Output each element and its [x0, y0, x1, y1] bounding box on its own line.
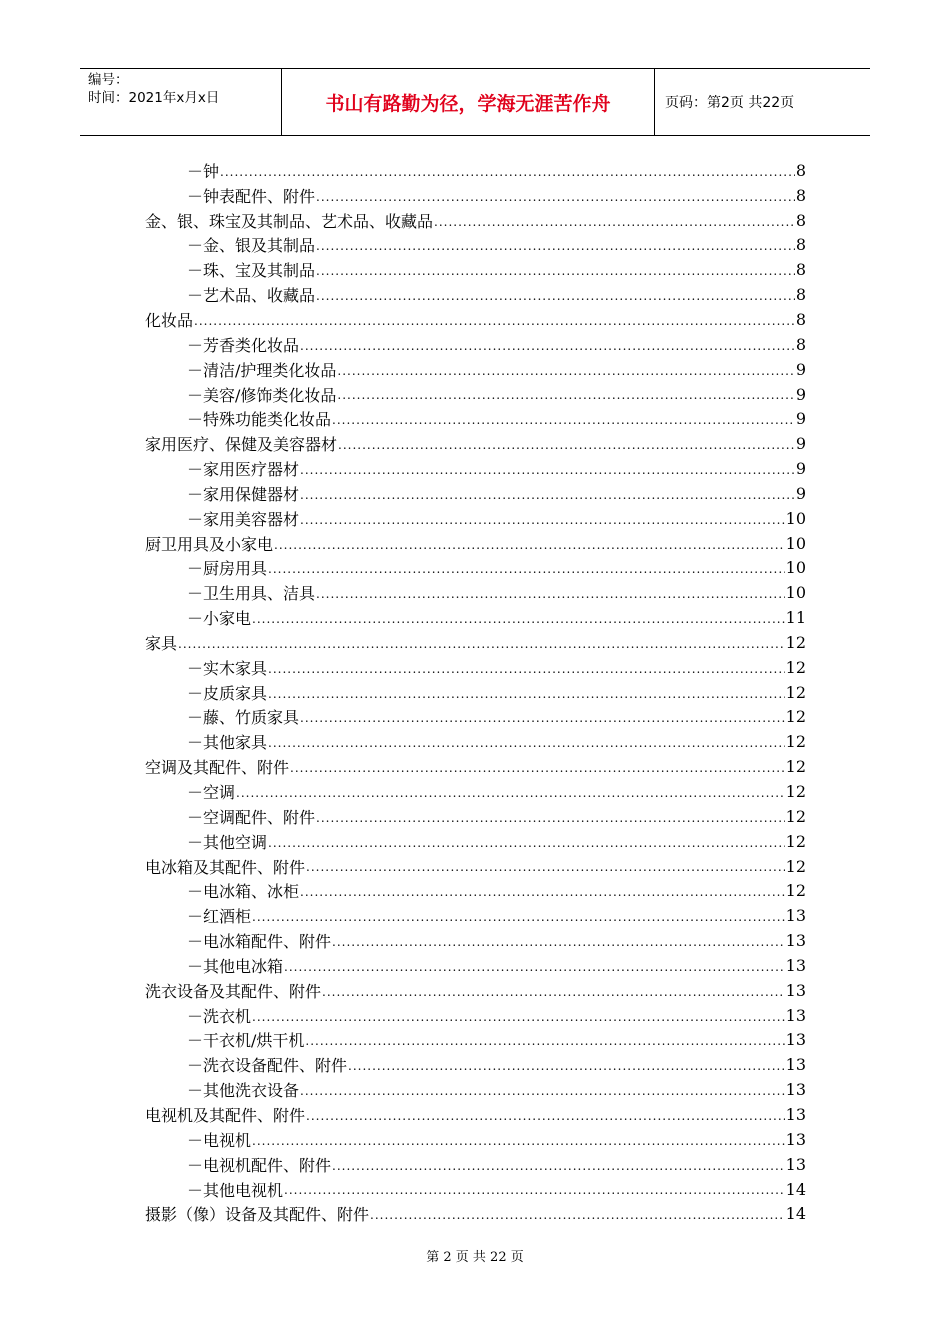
- toc-subentry[interactable]: [145, 556, 806, 581]
- toc-entry-label: 洗衣设备及其配件、附件: [145, 981, 322, 1001]
- toc-entry-label: －电视机配件、附件: [187, 1155, 332, 1175]
- toc-entry-label: 电冰箱及其配件、附件: [145, 857, 306, 877]
- toc-subentry[interactable]: [145, 1003, 806, 1028]
- toc-entry-label: －小家电: [187, 609, 252, 629]
- toc-subentry[interactable]: [145, 282, 806, 307]
- toc-leader-dots: [300, 712, 785, 729]
- toc-subentry[interactable]: [145, 953, 806, 978]
- toc-subentry[interactable]: [145, 1127, 806, 1152]
- toc-page-number: 12: [785, 707, 806, 727]
- toc-leader-dots: [305, 1035, 784, 1052]
- toc-entry-label: －珠、宝及其制品: [187, 261, 316, 281]
- toc-leader-dots: [316, 588, 785, 605]
- toc-leader-dots: [284, 961, 785, 978]
- toc-entry-label: －家用保健器材: [187, 484, 300, 504]
- toc-entry-label: 厨卫用具及小家电: [145, 534, 274, 554]
- toc-leader-dots: [220, 166, 795, 183]
- toc-entry[interactable]: [145, 1102, 806, 1127]
- toc-page-number: 12: [785, 831, 806, 851]
- toc-leader-dots: [332, 1160, 785, 1177]
- toc-page-number: 8: [795, 235, 806, 255]
- toc-page-number: 14: [785, 1179, 806, 1199]
- toc-entry-label: －其他电视机: [187, 1180, 284, 1200]
- toc-entry-label: 电视机及其配件、附件: [145, 1105, 306, 1125]
- toc-page-number: 11: [785, 608, 806, 628]
- page-footer: 第 2 页 共 22 页: [426, 1250, 524, 1265]
- toc-subentry[interactable]: [145, 804, 806, 829]
- toc-entry-label: 家用医疗、保健及美容器材: [145, 435, 338, 455]
- toc-entry-label: －芳香类化妆品: [187, 335, 300, 355]
- toc-subentry[interactable]: [145, 506, 806, 531]
- toc-entry-label: －家用美容器材: [187, 509, 300, 529]
- toc-leader-dots: [370, 1209, 785, 1226]
- toc-subentry[interactable]: [145, 680, 806, 705]
- toc-subentry[interactable]: [145, 183, 806, 208]
- toc-leader-dots: [300, 340, 795, 357]
- toc-page-number: 13: [785, 1154, 806, 1174]
- toc-leader-dots: [338, 439, 795, 456]
- toc-entry-label: －红酒柜: [187, 907, 252, 927]
- toc-page-number: 12: [785, 757, 806, 777]
- toc-page-number: 14: [785, 1204, 806, 1224]
- toc-subentry[interactable]: [145, 1077, 806, 1102]
- toc-leader-dots: [252, 1011, 785, 1028]
- toc-subentry[interactable]: [145, 158, 806, 183]
- toc-page-number: 13: [785, 1030, 806, 1050]
- serial-label: 编号：: [88, 72, 129, 88]
- toc-page-number: 13: [785, 1104, 806, 1124]
- toc-subentry[interactable]: [145, 357, 806, 382]
- toc-page-number: 12: [785, 682, 806, 702]
- toc-page-number: 8: [795, 260, 806, 280]
- toc-page-number: 10: [785, 583, 806, 603]
- toc-subentry[interactable]: [145, 1152, 806, 1177]
- toc-leader-dots: [300, 489, 795, 506]
- toc-page-number: 9: [795, 384, 806, 404]
- toc-page-number: 9: [795, 434, 806, 454]
- toc-page-number: 12: [785, 657, 806, 677]
- toc-leader-dots: [268, 737, 785, 754]
- toc-leader-dots: [268, 663, 785, 680]
- toc-entry-label: －厨房用具: [187, 559, 268, 579]
- toc-leader-dots: [178, 638, 785, 655]
- toc-page-number: 12: [785, 632, 806, 652]
- toc-page-number: 9: [795, 409, 806, 429]
- toc-page-number: 12: [785, 806, 806, 826]
- header-motto: 书山有路勤为径，学海无涯苦作舟: [282, 69, 655, 135]
- toc-leader-dots: [316, 240, 795, 257]
- toc-entry-label: －实木家具: [187, 658, 268, 678]
- toc-leader-dots: [316, 265, 795, 282]
- toc-entry-label: －电冰箱、冰柜: [187, 882, 300, 902]
- toc-leader-dots: [337, 389, 794, 406]
- toc-subentry[interactable]: [145, 878, 806, 903]
- toc-leader-dots: [300, 886, 785, 903]
- toc-entry-label: －美容/修饰类化妆品: [187, 385, 337, 405]
- toc-entry-label: －其他电冰箱: [187, 956, 284, 976]
- toc-entry[interactable]: [145, 978, 806, 1003]
- toc-entry-label: －家用医疗器材: [187, 460, 300, 480]
- toc-leader-dots: [268, 837, 785, 854]
- toc-leader-dots: [252, 911, 785, 928]
- toc-page-number: 13: [785, 1129, 806, 1149]
- toc-entry[interactable]: [145, 854, 806, 879]
- toc-page-number: 8: [795, 160, 806, 180]
- toc-subentry[interactable]: [145, 481, 806, 506]
- toc-entry[interactable]: [145, 630, 806, 655]
- toc-entry-label: －钟: [187, 161, 220, 181]
- toc-entry-label: －钟表配件、附件: [187, 186, 316, 206]
- toc-subentry[interactable]: [145, 580, 806, 605]
- toc-entry[interactable]: [145, 307, 806, 332]
- toc-page-number: 10: [785, 533, 806, 553]
- toc-entry[interactable]: [145, 431, 806, 456]
- toc-leader-dots: [274, 539, 785, 556]
- time-label: 时间：2021年x月x日: [88, 90, 220, 106]
- toc-entry-label: －艺术品、收藏品: [187, 286, 316, 306]
- toc-entry-label: －电冰箱配件、附件: [187, 932, 332, 952]
- toc-entry[interactable]: [145, 208, 806, 233]
- toc-page-number: 13: [785, 1005, 806, 1025]
- toc-entry[interactable]: [145, 754, 806, 779]
- toc-leader-dots: [268, 688, 785, 705]
- toc-subentry[interactable]: [145, 605, 806, 630]
- toc-leader-dots: [316, 290, 795, 307]
- toc-page-number: 12: [785, 732, 806, 752]
- toc-leader-dots: [236, 787, 785, 804]
- toc-leader-dots: [284, 1184, 785, 1201]
- toc-entry-label: －空调配件、附件: [187, 807, 316, 827]
- toc-page-number: 13: [785, 980, 806, 1000]
- header-meta: [80, 69, 282, 135]
- toc-page-number: 13: [785, 955, 806, 975]
- toc-entry-label: －电视机: [187, 1130, 252, 1150]
- toc-subentry[interactable]: [145, 382, 806, 407]
- toc-page-number: 13: [785, 906, 806, 926]
- toc-entry-label: －清洁/护理类化妆品: [187, 360, 337, 380]
- toc-leader-dots: [332, 414, 795, 431]
- header-page-info: 页码：第2页 共22页: [665, 95, 795, 111]
- toc-leader-dots: [306, 861, 785, 878]
- toc-leader-dots: [316, 812, 785, 829]
- toc-subentry[interactable]: [145, 729, 806, 754]
- toc-leader-dots: [300, 1085, 785, 1102]
- toc-page-number: 12: [785, 782, 806, 802]
- toc-leader-dots: [316, 191, 795, 208]
- toc-leader-dots: [290, 762, 785, 779]
- toc-subentry[interactable]: [145, 928, 806, 953]
- toc-leader-dots: [322, 986, 785, 1003]
- toc-subentry[interactable]: [145, 779, 806, 804]
- toc-page-number: 9: [795, 483, 806, 503]
- toc-entry-label: －其他家具: [187, 733, 268, 753]
- toc-entry-label: －洗衣设备配件、附件: [187, 1056, 348, 1076]
- toc-subentry[interactable]: [145, 1028, 806, 1053]
- toc-entry-label: 家具: [145, 633, 178, 653]
- toc-entry-label: 金、银、珠宝及其制品、艺术品、收藏品: [145, 211, 434, 231]
- toc-leader-dots: [434, 216, 795, 233]
- toc-leader-dots: [337, 365, 794, 382]
- toc-leader-dots: [300, 464, 795, 481]
- toc-page-number: 8: [795, 210, 806, 230]
- toc-subentry[interactable]: [145, 257, 806, 282]
- toc-page-number: 8: [795, 309, 806, 329]
- toc-page-number: 8: [795, 185, 806, 205]
- toc-entry-label: －藤、竹质家具: [187, 708, 300, 728]
- toc-leader-dots: [348, 1060, 785, 1077]
- toc-leader-dots: [306, 1110, 785, 1127]
- toc-entry-label: －其他空调: [187, 832, 268, 852]
- toc-page-number: 13: [785, 1055, 806, 1075]
- toc-subentry[interactable]: [145, 233, 806, 258]
- toc-subentry[interactable]: [145, 1177, 806, 1202]
- toc-page-number: 9: [795, 459, 806, 479]
- toc-subentry[interactable]: [145, 456, 806, 481]
- toc-entry-label: －特殊功能类化妆品: [187, 410, 332, 430]
- toc-entry-label: －其他洗衣设备: [187, 1081, 300, 1101]
- toc-entry-label: －金、银及其制品: [187, 236, 316, 256]
- toc-page-number: 13: [785, 931, 806, 951]
- toc-page-number: 10: [785, 508, 806, 528]
- toc-entry-label: 摄影（像）设备及其配件、附件: [145, 1205, 370, 1225]
- toc-leader-dots: [268, 563, 785, 580]
- toc-entry-label: －空调: [187, 783, 236, 803]
- toc-page-number: 8: [795, 285, 806, 305]
- toc-leader-dots: [252, 613, 785, 630]
- toc-subentry[interactable]: [145, 903, 806, 928]
- toc-leader-dots: [252, 1135, 785, 1152]
- toc-leader-dots: [300, 514, 785, 531]
- toc-entry-label: 化妆品: [145, 310, 194, 330]
- toc-leader-dots: [332, 936, 785, 953]
- toc-page-number: 9: [795, 359, 806, 379]
- toc-page-number: 12: [785, 881, 806, 901]
- toc-entry[interactable]: [145, 531, 806, 556]
- table-of-contents: [145, 158, 806, 1226]
- toc-entry[interactable]: [145, 1201, 806, 1226]
- toc-page-number: 10: [785, 558, 806, 578]
- toc-page-number: 12: [785, 856, 806, 876]
- page-header: [80, 68, 870, 136]
- toc-subentry[interactable]: [145, 655, 806, 680]
- toc-entry-label: －卫生用具、洁具: [187, 584, 316, 604]
- toc-page-number: 13: [785, 1080, 806, 1100]
- toc-leader-dots: [194, 315, 795, 332]
- toc-entry-label: －皮质家具: [187, 683, 268, 703]
- toc-subentry[interactable]: [145, 829, 806, 854]
- toc-subentry[interactable]: [145, 332, 806, 357]
- toc-subentry[interactable]: [145, 1052, 806, 1077]
- toc-entry-label: －干衣机/烘干机: [187, 1031, 305, 1051]
- toc-subentry[interactable]: [145, 406, 806, 431]
- toc-entry-label: 空调及其配件、附件: [145, 758, 290, 778]
- toc-page-number: 8: [795, 334, 806, 354]
- toc-subentry[interactable]: [145, 705, 806, 730]
- toc-entry-label: －洗衣机: [187, 1006, 252, 1026]
